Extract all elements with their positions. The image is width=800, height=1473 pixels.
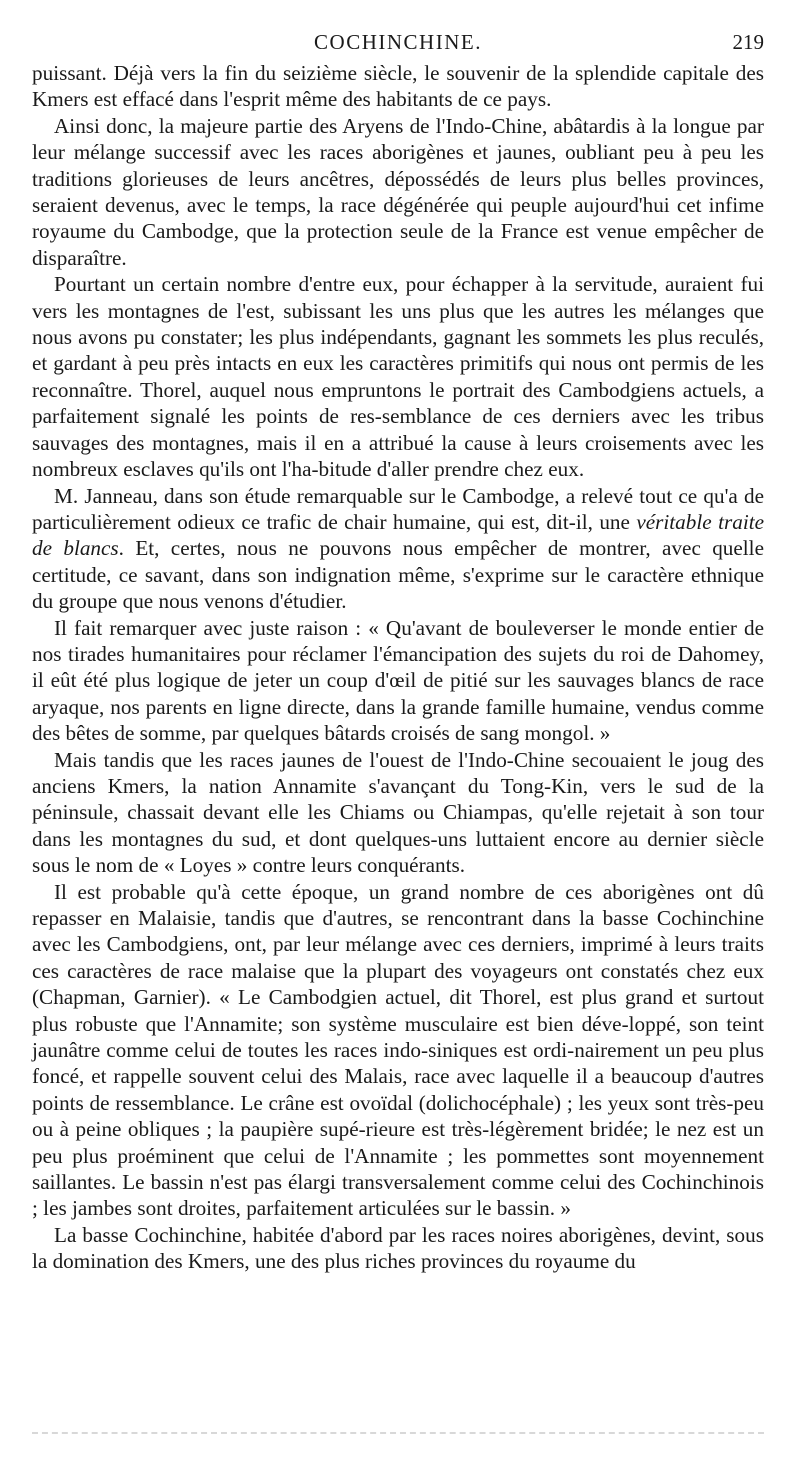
paragraph-4 (32, 483, 764, 615)
paragraph-6: Mais tandis que les races jaunes de l'ouest de l'Indo-Chine secouaient le joug des anciens Kmers, la nation Annamite s'avançant du Tong-Kin, vers le sud de la péninsule, chassait devant elle les Chiams ou Chiampas, qu'elle rejetait à son tour dans les montagnes du sud, et dont quelques-uns luttaient encore au dernier siècle sous le nom de « Loyes » contre leurs conquérants. (32, 747, 764, 878)
italic-phrase: véritable traite de blancs (32, 509, 765, 561)
paragraph-2: Ainsi donc, la majeure partie des Aryens de l'Indo-Chine, abâtardis à la longue par leur mélange successif avec les races aborigènes et jaunes, oubliant peu à peu les traditions glorieuses de leurs ancêtres, dépossédés de leurs plus belles provinces, seraient devenus, avec le temps, la race dégénérée qui peuple aujourd'hui cet infime royaume du Cambodge, que la protection seule de la France est venue empêcher de disparaître. (32, 113, 764, 270)
paragraph-4-text-before: M. Janneau, dans son étude remarquable sur le Cambodge, a relevé tout ce qu'a de particulièrement odieux ce trafic de chair humaine, qui est, dit-il, une (32, 483, 764, 534)
paragraph-3: Pourtant un certain nombre d'entre eux, pour échapper à la servitude, auraient fui vers les montagnes de l'est, subissant les uns plus que les autres les mélanges que nous avons pu constater; les plus indépendants, gagnant les sommets les plus reculés, et gardant à peu près intacts en eux les caractères primitifs qui nous ont permis de les reconnaître. Thorel, auquel nous empruntons le portrait des Cambodgiens actuels, a parfaitement signalé les points de res-semblance de ces derniers avec les tribus sauvages des montagnes, mais il en a attribué la cause à leurs croisements avec les nombreux esclaves qu'ils ont l'ha-bitude d'aller prendre chez eux. (32, 272, 764, 482)
page-number: 219 (732, 30, 764, 54)
paragraph-8: La basse Cochinchine, habitée d'abord par les races noires aborigènes, devint, sous la domination des Kmers, une des plus riches provinces du royaume du (32, 1222, 764, 1274)
running-title: COCHINCHINE. (314, 30, 482, 54)
bottom-rule (32, 1432, 764, 1434)
paragraph-4-text-after: . Et, certes, nous ne pouvons nous empêcher de montrer, avec quelle certitude, ce savant, dans son indignation même, s'exprime sur le caractère ethnique du groupe que nous venons d'étudier. (32, 536, 764, 614)
paragraph-7: Il est probable qu'à cette époque, un grand nombre de ces aborigènes ont dû repasser en Malaisie, tandis que d'autres, se rencontrant dans la basse Cochinchine avec les Cambodgiens, ont, par leur mélange avec ces derniers, imprimé à leurs traits ces caractères de race malaise que la plupart des voyageurs ont constatés chez eux (Chapman, Garnier). « Le Cambodgien actuel, dit Thorel, est plus grand et surtout plus robuste que l'Annamite; son système musculaire est bien déve-loppé, son teint jaunâtre comme celui de toutes les races indo-siniques est ordi-nairement un peu plus foncé, et rappelle souvent celui des Malais, race avec laquelle il a beaucoup d'autres points de ressemblance. Le crâne est ovoïdal (dolichocéphale) ; les yeux sont très-peu ou à peine obliques ; la paupière supé-rieure est très-légèrement bridée; le nez est un peu plus proéminent que celui de l'Annamite ; les pommettes sont moyennement saillantes. Le bassin n'est pas élargi transversalement comme celui des Cochinchinois ; les jambes sont droites, parfaitement articulées sur le bassin. » (32, 879, 764, 1221)
paragraph-1: puissant. Déjà vers la fin du seizième siècle, le souvenir de la splendide capitale des Kmers est effacé dans l'esprit même des habitants de ce pays. (32, 61, 764, 112)
document-page (32, 26, 764, 1275)
paragraph-5: Il fait remarquer avec juste raison : « Qu'avant de bouleverser le monde entier de nos tirades humanitaires pour réclamer l'émancipation des sujets du roi de Dahomey, il eût été plus logique de jeter un coup d'œil de pitié sur les sauvages blancs de race aryaque, nos parents en ligne directe, dans la grande famille humaine, vendus comme des bêtes de somme, par quelques bâtards croisés de sang mongol. » (32, 615, 764, 746)
body-text (32, 60, 764, 1275)
running-head (32, 26, 764, 60)
